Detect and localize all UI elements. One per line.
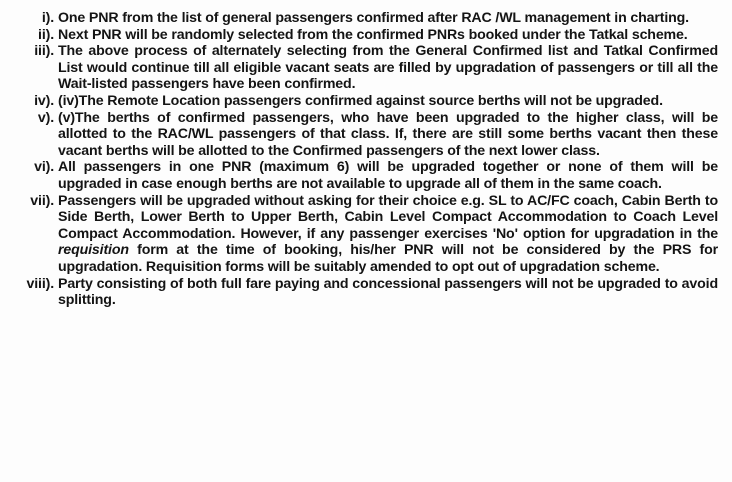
rule-item-5 xyxy=(0,110,732,160)
rule-number: iv). xyxy=(34,92,54,109)
rule-number: v). xyxy=(37,109,54,126)
rule-item-6 xyxy=(0,159,732,192)
rule-text: The above process of alternately selecting from the General Confirmed list and Tatkal Confirmed List would continue till all eligible vacant seats are filled by upgradation of passengers or till all the Wait-listed passengers have been confirmed. xyxy=(58,43,718,93)
rule-item-4 xyxy=(0,93,732,110)
rule-number: vi). xyxy=(34,159,54,176)
upgradation-rules-list xyxy=(0,10,732,309)
rule-item-3 xyxy=(0,43,732,93)
rule-number: viii). xyxy=(26,275,54,292)
rule-item-8 xyxy=(0,276,732,309)
rule-text: (v)The berths of confirmed passengers, who have been upgraded to the higher class, will be allotted to the RAC/WL passengers of that class. If, there are still some berths vacant then these vacant berths will be allotted to the Confirmed passengers of the next lower class. xyxy=(58,109,718,159)
rule-item-2 xyxy=(0,27,732,44)
rule-text: All passengers in one PNR (maximum 6) will be upgraded together or none of them will be upgraded in case enough berths are not available to upgrade all of them in the same coach. xyxy=(58,159,718,192)
rule-text: One PNR from the list of general passengers confirmed after RAC /WL management in charting. xyxy=(58,10,689,26)
rule-text: Passengers will be upgraded without asking for their choice e.g. SL to AC/FC coach, Cabin Berth to Side Berth, Lower Berth to Upper Berth, Cabin Level Compact Accommodation to Coach Level Compact Accommodation. However, if any passenger exercises 'No' option for upgradation in the requisition form at the time of booking, his/her PNR will not be considered by the PRS for upgradation. Requisition forms will be suitably amended to opt out of upgradation scheme. xyxy=(58,192,718,275)
rule-number: vii). xyxy=(30,192,54,209)
rule-text: Next PNR will be randomly selected from the confirmed PNRs booked under the Tatkal scheme. xyxy=(58,26,688,43)
rule-number: ii). xyxy=(38,26,54,43)
rule-text: Party consisting of both full fare paying and concessional passengers will not be upgraded to avoid splitting. xyxy=(58,275,718,309)
rule-number: i). xyxy=(41,10,54,26)
rule-text: (iv)The Remote Location passengers confirmed against source berths will not be upgraded. xyxy=(58,92,663,109)
rule-item-7 xyxy=(0,193,732,276)
rule-item-1 xyxy=(0,10,732,27)
rule-number: iii). xyxy=(34,43,54,60)
